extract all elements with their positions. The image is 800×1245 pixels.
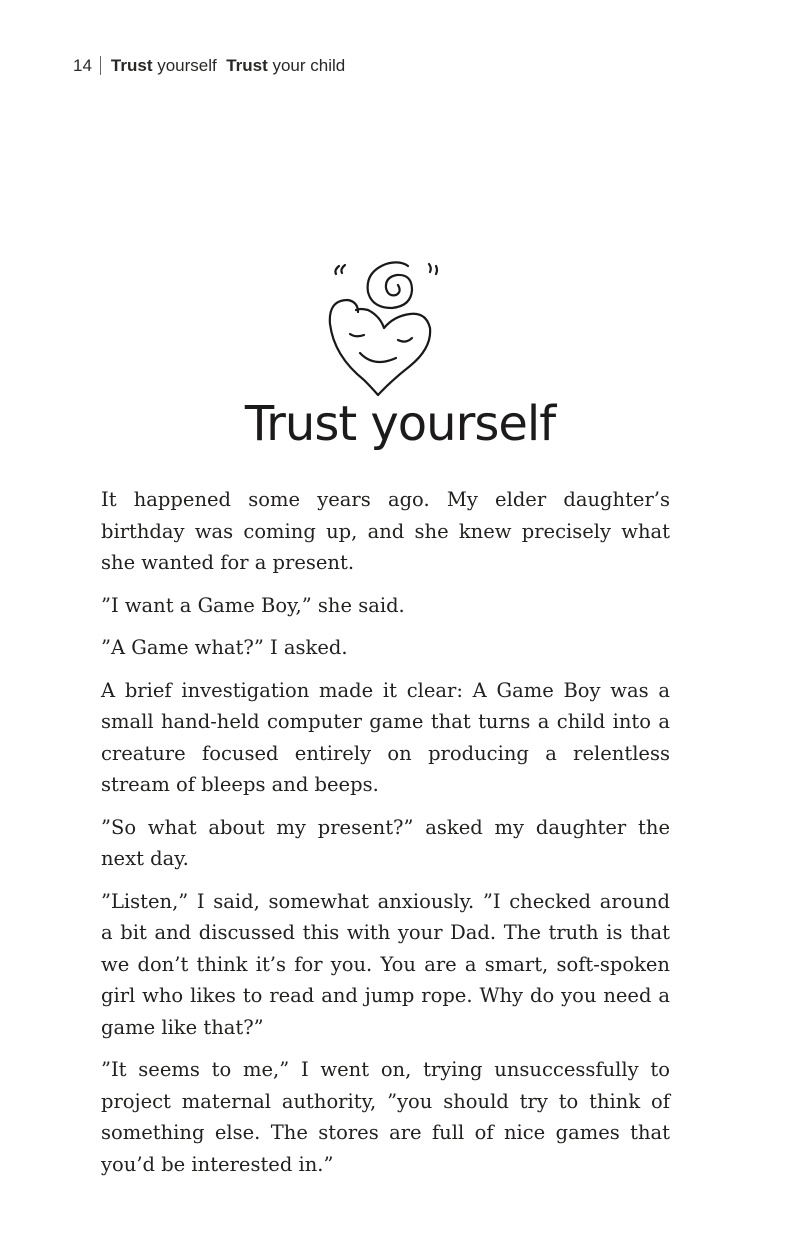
chapter-title: Trust yourself (244, 396, 556, 452)
running-head-text-1: yourself (152, 56, 227, 75)
running-head-bold-1: Trust (110, 56, 153, 75)
running-head-text-2: your child (267, 56, 346, 75)
paragraph: It happened some years ago. My elder daughter’s birthday was coming up, and she knew precisely what she wanted for a present. (101, 488, 670, 574)
body-text (101, 484, 670, 1191)
paragraph: ”It seems to me,” I went on, trying unsuccessfully to project maternal authority, ”you should try to think of something else. The stores are full of nice games that you’d be interested in.” (101, 1058, 670, 1176)
page-number: 14 (73, 56, 92, 75)
paragraph: A brief investigation made it clear: A Game Boy was a small hand-held computer game that turns a child into a creature focused entirely on producing a relentless stream of bleeps and beeps. (101, 678, 670, 796)
paragraph: ”I want a Game Boy,” she said. (101, 593, 405, 617)
smiling-heart-icon (322, 258, 448, 400)
paragraph: ”A Game what?” I asked. (101, 636, 348, 659)
paragraph: ”Listen,” I said, somewhat anxiously. ”I checked around a bit and discussed this with your Dad. The truth is that we don’t think it’s for you. You are a smart, soft-spoken girl who likes to read and jump rope. Why do you need a game like that?” (101, 889, 670, 1039)
running-head (73, 55, 345, 77)
running-head-separator (100, 56, 101, 75)
running-head-bold-2: Trust (226, 56, 268, 75)
paragraph: ”So what about my present?” asked my daughter the next day. (101, 815, 670, 870)
